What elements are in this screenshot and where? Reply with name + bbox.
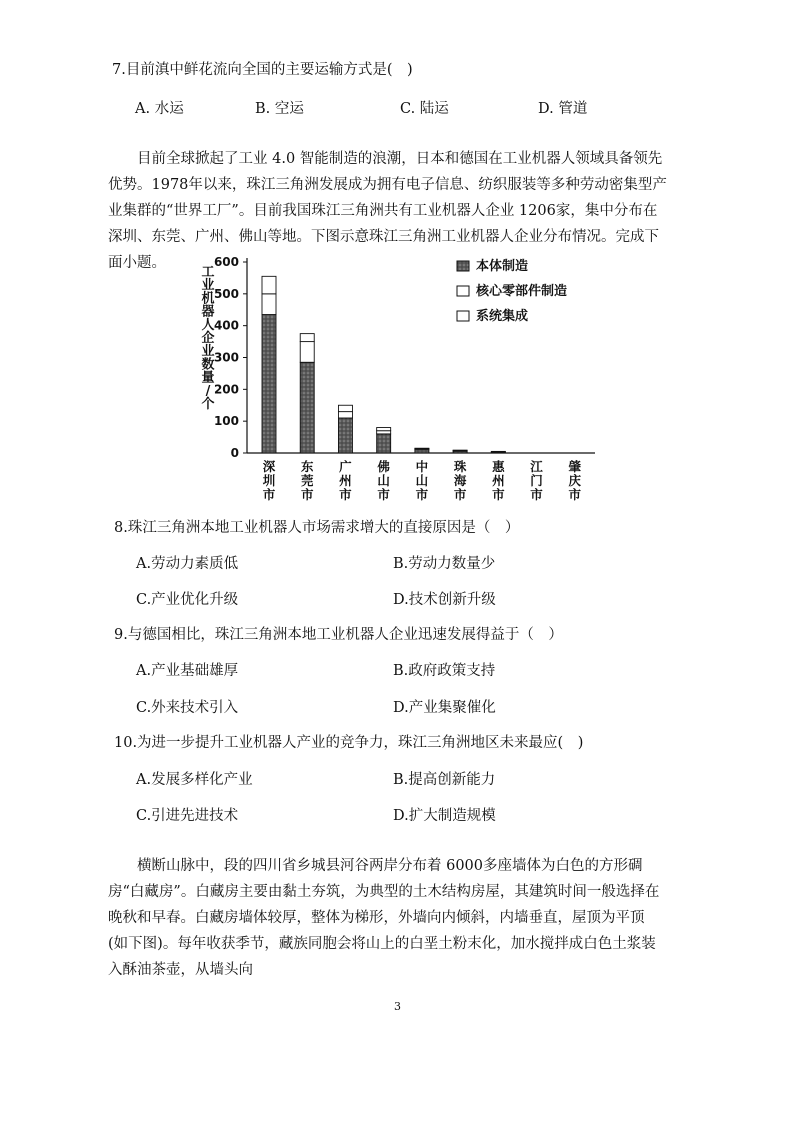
x-tick-label-char: 广 bbox=[339, 459, 352, 474]
legend-swatch bbox=[457, 286, 469, 296]
y-axis-label-char: 个 bbox=[201, 397, 215, 412]
q8-option-d: D.技术创新升级 bbox=[393, 592, 496, 608]
bar-segment bbox=[377, 434, 391, 453]
x-tick-label-char: 市 bbox=[300, 487, 314, 502]
bar-segment bbox=[300, 334, 314, 342]
y-axis-label-char: 数 bbox=[201, 357, 215, 373]
legend-swatch bbox=[457, 261, 469, 271]
question-7-stem: 7.目前滇中鲜花流向全国的主要运输方式是( ) bbox=[112, 62, 413, 78]
x-tick-label-char: 市 bbox=[377, 487, 390, 502]
q9-option-b: B.政府政策支持 bbox=[393, 663, 496, 679]
x-tick-label-char: 山 bbox=[377, 473, 390, 488]
legend-label: 本体制造 bbox=[476, 259, 529, 274]
legend-label: 系统集成 bbox=[476, 309, 529, 324]
bar-segment bbox=[338, 412, 352, 418]
bar-segment bbox=[338, 405, 352, 411]
passage-white-tibetan-houses: 横断山脉中，段的四川省乡城县河谷两岸分布着 6000多座墙体为白色的方形碉房“白藏房”。白藏房主要由黏土夯筑，为典型的土木结构房屋，其建筑时间一般选择在晚秋和早春。白藏房墙体较厚，整体为梯形，外墙向内倾斜，内墙垂直，屋顶为平顶 (如下图)。每年收获季节，藏族同胞会将山上的白垩土粉末化，加水搅拌成白色土浆装入酥油茶壶，从墙头向 bbox=[108, 858, 660, 978]
x-tick-label-char: 东 bbox=[300, 459, 314, 474]
q7-option-b: B. 空运 bbox=[255, 101, 304, 117]
x-tick-label-char: 珠 bbox=[453, 459, 467, 474]
x-tick-label-char: 肇 bbox=[568, 459, 582, 474]
x-tick-label-char: 圳 bbox=[262, 473, 276, 488]
x-tick-label-char: 庆 bbox=[568, 473, 582, 488]
y-axis-label-char: 器 bbox=[201, 304, 215, 320]
page-number: 3 bbox=[394, 1000, 401, 1013]
x-tick-label-char: 惠 bbox=[492, 459, 505, 474]
x-tick-label-char: 山 bbox=[415, 473, 429, 488]
q9-option-a: A.产业基础雄厚 bbox=[136, 663, 239, 679]
passage-robot-industry: 目前全球掀起了工业 4.0 智能制造的浪潮，日本和德国在工业机器人领域具备领先优势。1978年以来，珠江三角洲发展成为拥有电子信息、纺织服装等多种劳动密集型产业集群的“世界工厂”。目前我国珠江三角洲共有工业机器人企业 1206家，集中分布在深圳、东莞、广州、佛山等地。下图示意珠江三角洲工业机器人企业分布情况。完成下面小题。 bbox=[108, 151, 667, 271]
y-axis-label-char: 业 bbox=[201, 278, 215, 294]
y-tick-label: 300 bbox=[213, 350, 239, 365]
q7-option-c: C. 陆运 bbox=[400, 101, 449, 117]
y-axis-label-char: 工 bbox=[201, 265, 215, 280]
q9-option-c: C.外来技术引入 bbox=[136, 700, 239, 716]
q9-option-d: D.产业集聚催化 bbox=[393, 700, 496, 716]
y-axis-label-char: 量 bbox=[201, 370, 215, 386]
question-9-stem: 9.与德国相比，珠江三角洲本地工业机器人企业迅速发展得益于（ ） bbox=[114, 627, 563, 643]
question-10-stem: 10.为进一步提升工业机器人产业的竞争力，珠江三角洲地区未来最应( ) bbox=[114, 735, 584, 751]
y-tick-label: 100 bbox=[213, 414, 239, 429]
bar-segment bbox=[453, 450, 467, 451]
x-tick-label-char: 莞 bbox=[300, 473, 314, 488]
x-tick-label-char: 市 bbox=[415, 487, 429, 502]
bar-segment bbox=[262, 276, 276, 294]
x-tick-label-char: 中 bbox=[415, 459, 429, 474]
bar-segment bbox=[338, 418, 352, 453]
legend-swatch bbox=[457, 311, 469, 321]
bar-segment bbox=[262, 294, 276, 315]
q7-option-a: A. 水运 bbox=[135, 101, 184, 117]
bar-segment bbox=[262, 315, 276, 453]
q8-option-c: C.产业优化升级 bbox=[136, 592, 239, 608]
y-axis-label-char: / bbox=[205, 383, 211, 399]
x-tick-label-char: 市 bbox=[530, 487, 543, 502]
bar-segment bbox=[491, 451, 505, 452]
x-tick-label-char: 市 bbox=[262, 487, 276, 502]
x-tick-label-char: 州 bbox=[339, 473, 352, 488]
q8-option-b: B.劳动力数量少 bbox=[393, 556, 496, 572]
x-tick-label-char: 深 bbox=[262, 459, 276, 474]
bar-segment bbox=[377, 431, 391, 434]
y-axis-label-char: 业 bbox=[201, 344, 215, 360]
q10-option-d: D.扩大制造规模 bbox=[393, 808, 496, 824]
q7-option-d: D. 管道 bbox=[538, 101, 588, 117]
x-tick-label-char: 佛 bbox=[377, 459, 390, 474]
question-8-stem: 8.珠江三角洲本地工业机器人市场需求增大的直接原因是（ ） bbox=[114, 520, 520, 536]
robot-enterprise-bar-chart bbox=[195, 248, 600, 510]
x-tick-label-char: 市 bbox=[492, 487, 505, 502]
y-tick-label: 200 bbox=[213, 382, 239, 397]
y-axis-label-char: 机 bbox=[201, 291, 215, 307]
q10-option-b: B.提高创新能力 bbox=[393, 772, 496, 788]
x-tick-label-char: 市 bbox=[568, 487, 582, 502]
q10-option-a: A.发展多样化产业 bbox=[136, 772, 253, 788]
bar-segment bbox=[300, 362, 314, 453]
y-tick-label: 500 bbox=[213, 286, 239, 301]
q8-option-a: A.劳动力素质低 bbox=[136, 556, 239, 572]
y-tick-label: 400 bbox=[213, 318, 239, 333]
bar-segment bbox=[300, 342, 314, 363]
q10-option-c: C.引进先进技术 bbox=[136, 808, 239, 824]
y-axis-label-char: 企 bbox=[201, 331, 215, 346]
legend-label: 核心零部件制造 bbox=[476, 284, 568, 299]
x-tick-label-char: 州 bbox=[492, 473, 505, 488]
x-tick-label-char: 海 bbox=[453, 473, 467, 488]
y-tick-label: 600 bbox=[213, 255, 239, 269]
bar-segment bbox=[415, 448, 429, 449]
legend bbox=[457, 258, 567, 324]
x-tick-label-char: 门 bbox=[530, 473, 543, 488]
y-axis-label-char: 人 bbox=[201, 317, 215, 333]
x-axis-labels bbox=[262, 459, 582, 502]
bar-segment bbox=[377, 428, 391, 431]
x-tick-label-char: 江 bbox=[530, 459, 543, 474]
x-tick-label-char: 市 bbox=[339, 487, 352, 502]
y-tick-label: 0 bbox=[230, 446, 239, 460]
y-axis-label bbox=[201, 265, 214, 412]
x-tick-label-char: 市 bbox=[453, 487, 467, 502]
bars bbox=[262, 276, 505, 453]
